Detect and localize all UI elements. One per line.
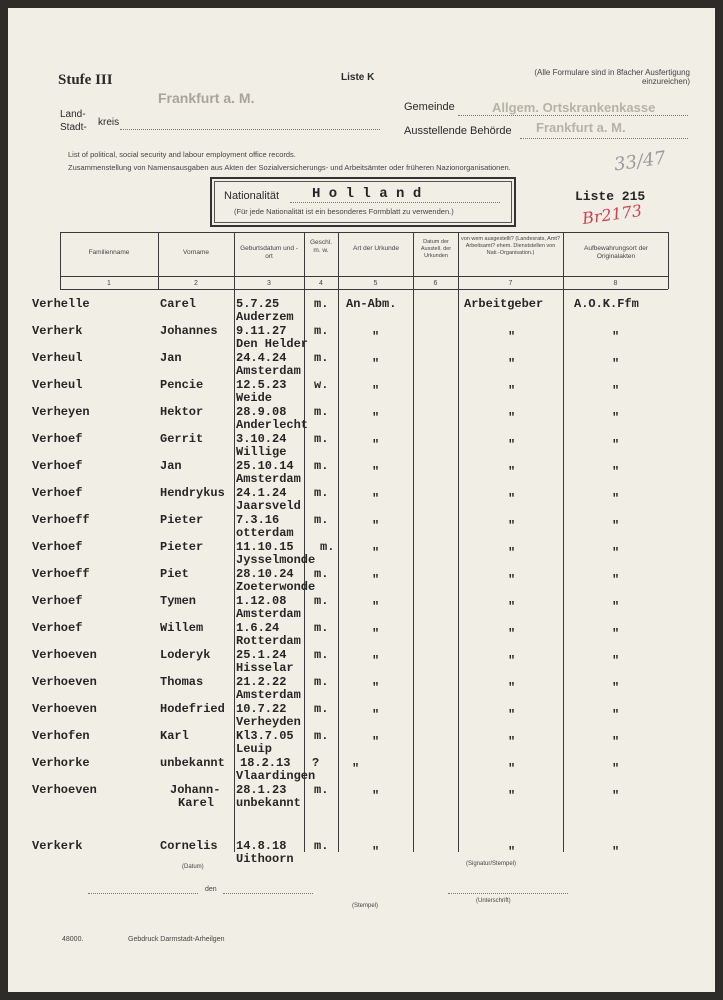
printer-imprint: Gebdruck Darmstadt-Arheilgen [128,936,225,943]
issuer-cell: " [508,762,516,776]
document-type-cell: " [372,573,380,587]
birth-date-cell: 25.1.24 [236,648,287,662]
surname-cell: Verhoef [32,594,83,608]
first-name-cell: Hodefried [160,702,225,716]
first-name-cell: Pieter [160,513,204,527]
red-handwritten-mark: Br2173 [580,200,644,229]
archive-location-cell: " [612,519,620,533]
issuer-cell: " [508,708,516,722]
kreis-label: kreis [98,117,120,128]
first-name-cell: Loderyk [160,648,211,662]
archive-location-cell: " [612,357,620,371]
col-header-geschlecht: Geschl. m. w. [309,239,333,254]
nationality-label: Nationalität [224,190,280,202]
surname-cell: Verhoeff [32,513,90,527]
archive-location-cell: " [612,330,620,344]
unterschrift-label: (Unterschrift) [476,898,511,904]
table-row [8,568,715,595]
surname-cell: Verherk [32,324,83,338]
description-german: Zusammenstellung von Namensausgaben aus Akten der Sozialversicherungs- und Arbeitsämter oder früheren Nazionorganisationen. [68,163,511,172]
birth-date-cell: 28.1.23 [236,783,287,797]
sex-cell: m. [314,783,329,797]
col-number: 3 [267,280,271,287]
birth-place-cell: Amsterdam [236,364,301,378]
document-type-cell: " [372,627,380,641]
first-name-cell: Hendrykus [160,486,225,500]
col-header-vorname: Vorname [182,249,210,256]
birth-place-cell: Willige [236,445,287,459]
birth-date-cell: 3.10.24 [236,432,287,446]
issuer-cell: " [508,546,516,560]
table-row [8,703,715,730]
table-row [8,784,715,811]
sex-cell: m. [320,540,335,554]
archive-location-cell: " [612,789,620,803]
col-number: 4 [319,280,323,287]
table-row [8,541,715,568]
col-number: 1 [107,280,111,287]
issuer-cell: " [508,627,516,641]
col-number: 5 [373,280,378,287]
archive-location-cell: " [612,546,620,560]
birth-place-cell: Auderzem [236,310,294,324]
print-run-number: 48000. [62,936,84,943]
archive-location-cell: " [612,411,620,425]
issuer-cell: " [508,600,516,614]
birth-place-cell: Hisselar [236,661,294,675]
surname-cell: Verhoeff [32,567,90,581]
table-row [8,649,715,676]
col-header-von-wem: von wem ausgestellt? (Landesrats, Amt? Arbeitsamt? ehem. Dienststellen von Nati.-Organisation.) [460,236,561,256]
nationality-note: (Für jede Nationalität ist ein besonderes Formblatt zu verwenden.) [234,207,454,216]
archive-location-cell: A.O.K.Ffm [574,297,639,311]
archive-location-cell: " [612,438,620,452]
surname-cell: Verhoef [32,621,83,635]
sex-cell: m. [314,297,329,311]
surname-cell: Verhorke [32,756,90,770]
liste-k-label: Liste K [341,72,375,83]
table-row [8,406,715,433]
birth-date-cell: 7.3.16 [236,513,280,527]
archive-location-cell: " [612,465,620,479]
issuer-cell: " [508,654,516,668]
behoerde-label: Ausstellende Behörde [404,125,512,137]
birth-date-cell: 14.8.18 [236,839,287,853]
table-row [8,352,715,379]
first-name-cell: Jan [160,459,182,473]
birth-date-cell: 1.12.08 [236,594,287,608]
archive-location-cell: " [612,384,620,398]
stadt-label: Stadt- [60,122,87,133]
surname-cell: Verhoef [32,459,83,473]
sex-cell: m. [314,621,329,635]
birth-place-cell: Zoeterwonde [236,580,316,594]
sex-cell: w. [314,378,329,392]
document-type-cell: " [372,789,380,803]
first-name-cell: Gerrit [160,432,204,446]
archive-location-cell: " [612,654,620,668]
table-row [8,460,715,487]
document-type-cell: " [372,384,380,398]
col-number: 7 [508,280,513,287]
first-name-cell: Cornelis [160,839,218,853]
document-type-cell: " [372,492,380,506]
birth-date-cell: 5.7.25 [236,297,280,311]
issuer-cell: Arbeitgeber [464,297,544,311]
table-row [8,730,715,757]
sex-cell: m. [314,459,329,473]
table-row [8,487,715,514]
birth-place-cell: Jysselmonde [236,553,316,567]
birth-date-cell: 9.11.27 [236,324,287,338]
issuer-cell: " [508,492,516,506]
sex-cell: m. [314,432,329,446]
sex-cell: m. [314,324,329,338]
document-type-cell: " [372,465,380,479]
first-name-cell: Carel [160,297,197,311]
birth-date-cell: 25.10.14 [236,459,294,473]
birth-place-cell: Weide [236,391,273,405]
first-name-cell: Johann- [170,783,221,797]
col-header-familienname: Familienname [88,249,130,256]
document-page [8,8,715,992]
surname-cell: Verhofen [32,729,90,743]
handwritten-number: 33/47 [612,147,668,176]
archive-location-cell: " [612,762,620,776]
birth-place-cell: Amsterdam [236,472,301,486]
birth-date-cell: 10.7.22 [236,702,287,716]
document-type-cell: " [372,735,380,749]
sex-cell: m. [314,594,329,608]
col-header-aufbewahrung: Aufbewahrungsort der Originalakten [584,245,648,260]
document-type-cell: " [372,600,380,614]
col-number: 2 [194,280,198,287]
document-type-cell: " [372,330,380,344]
surname-cell: Verhoef [32,540,83,554]
land-label: Land- [60,109,86,120]
surname-cell: Verhoeven [32,675,97,689]
birth-place-cell: Amsterdam [236,607,301,621]
archive-location-cell: " [612,573,620,587]
surname-cell: Verhoeven [32,702,97,716]
first-name-cell: Jan [160,351,182,365]
issuer-cell: " [508,411,516,425]
birth-place-cell: Jaarsveld [236,499,301,513]
copies-note: (Alle Formulare sind in 8facher Ausfertigung einzureichen) [534,68,690,86]
first-name-cell: Pencie [160,378,204,392]
document-type-cell: " [372,708,380,722]
table-row [8,622,715,649]
gemeinde-stamp: Allgem. Ortskrankenkasse [492,100,656,115]
first-name-cell: Karl [160,729,189,743]
sex-cell: m. [314,675,329,689]
sex-cell: m. [314,405,329,419]
surname-cell: Verhelle [32,297,90,311]
issuer-cell: " [508,384,516,398]
nationality-box [210,177,516,227]
den-label: den [205,886,217,893]
sex-cell: m. [314,729,329,743]
stempel-label: (Stempel) [352,903,379,909]
sex-cell: ? [312,756,320,770]
archive-location-cell: " [612,735,620,749]
first-name-cell: Willem [160,621,204,635]
document-type-cell: " [372,411,380,425]
issuer-cell: " [508,735,516,749]
birth-date-cell: 24.1.24 [236,486,287,500]
sex-cell: m. [314,839,329,853]
archive-location-cell: " [612,845,620,859]
first-name-cell: Tymen [160,594,197,608]
col-header-art: Art der Urkunde [353,245,399,252]
surname-cell: Verkerk [32,839,83,853]
sex-cell: m. [314,702,329,716]
sex-cell: m. [314,567,329,581]
table-row [8,514,715,541]
col-number: 8 [613,280,618,287]
document-type-cell: " [352,762,360,776]
issuer-cell: " [508,681,516,695]
surname-cell: Verheul [32,378,83,392]
sex-cell: m. [314,351,329,365]
first-name-cell: Johannes [160,324,218,338]
document-type-cell: " [372,438,380,452]
col-header-datum-ausstell: Datum der Ausstell. der Urkunden [420,239,452,259]
birth-date-cell: Kl3.7.05 [236,729,294,743]
table-row [8,379,715,406]
birth-date-cell: 11.10.15 [236,540,294,554]
document-type-cell: " [372,681,380,695]
archive-location-cell: " [612,627,620,641]
birth-date-cell: 24.4.24 [236,351,287,365]
behoerde-stamp: Frankfurt a. M. [536,120,626,135]
birth-date-cell: 18.2.13 [240,756,291,770]
birth-date-cell: 21.2.22 [236,675,287,689]
gemeinde-label: Gemeinde [404,101,455,113]
first-name-cell: Karel [178,796,215,810]
document-type-cell: " [372,357,380,371]
document-type-cell: An-Abm. [346,297,397,311]
issuer-cell: " [508,357,516,371]
stufe-label: Stufe III [58,72,113,88]
table-row [8,676,715,703]
sex-cell: m. [314,486,329,500]
birth-place-cell: otterdam [236,526,294,540]
surname-cell: Verheyen [32,405,90,419]
signature-stamp-label: (Signatur/Stempel) [466,861,517,867]
birth-date-cell: 12.5.23 [236,378,287,392]
sex-cell: m. [314,648,329,662]
sex-cell: m. [314,513,329,527]
first-name-cell: Hektor [160,405,204,419]
kreis-stamp: Frankfurt a. M. [158,90,255,106]
first-name-cell: Pieter [160,540,204,554]
date-label: (Datum) [182,864,204,870]
surname-cell: Verhoef [32,486,83,500]
birth-place-cell: unbekannt [236,796,301,810]
archive-location-cell: " [612,708,620,722]
archive-location-cell: " [612,600,620,614]
birth-date-cell: 28.10.24 [236,567,294,581]
birth-place-cell: Vlaardingen [236,769,316,783]
document-type-cell: " [372,546,380,560]
archive-location-cell: " [612,681,620,695]
issuer-cell: " [508,330,516,344]
archive-location-cell: " [612,492,620,506]
issuer-cell: " [508,519,516,533]
birth-date-cell: 1.6.24 [236,621,280,635]
first-name-cell: unbekannt [160,756,225,770]
first-name-cell: Thomas [160,675,204,689]
issuer-cell: " [508,573,516,587]
issuer-cell: " [508,438,516,452]
birth-place-cell: Rotterdam [236,634,301,648]
birth-place-cell: Den Helder [236,337,309,351]
table-row [8,757,715,784]
birth-place-cell: Anderlecht [236,418,309,432]
birth-place-cell: Leuip [236,742,273,756]
document-type-cell: " [372,654,380,668]
table-row [8,595,715,622]
issuer-cell: " [508,789,516,803]
surname-cell: Verhoeven [32,648,97,662]
liste-number: Liste 215 [575,189,646,204]
birth-date-cell: 28.9.08 [236,405,287,419]
document-type-cell: " [372,519,380,533]
description-english: List of political, social security and labour employment office records. [68,150,296,159]
col-number: 6 [433,280,438,287]
issuer-cell: " [508,465,516,479]
birth-place-cell: Uithoorn [236,852,294,866]
nationality-value: H o l l a n d [312,186,422,202]
col-header-geburtsdatum: Geburtsdatum und -ort [240,245,298,260]
document-type-cell: " [372,845,380,859]
surname-cell: Verhoeven [32,783,97,797]
first-name-cell: Piet [160,567,189,581]
table-row [8,840,715,867]
birth-place-cell: Verheyden [236,715,301,729]
table-row [8,325,715,352]
surname-cell: Verheul [32,351,83,365]
table-row [8,433,715,460]
issuer-cell: " [508,845,516,859]
birth-place-cell: Amsterdam [236,688,301,702]
surname-cell: Verhoef [32,432,83,446]
table-row [8,298,715,325]
